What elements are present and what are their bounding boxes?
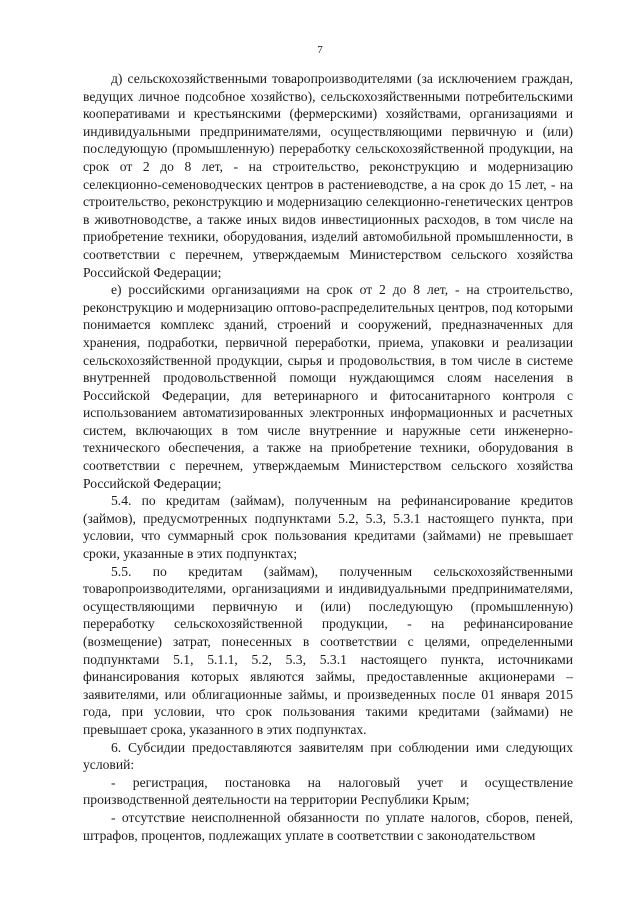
paragraph-d: д) сельскохозяйственными товаропроизводителями (за исключением граждан, ведущих личное подсобное хозяйство), сельскохозяйственными потребительскими кооперативами и крестьянскими (фермерскими) хозяйствами, организациями и индивидуальными предпринимателями, осуществляющими первичную и (или) последующую (промышленную) переработку сельскохозяйственной продукции, на срок от 2 до 8 лет, - на строительство, реконструкцию и модернизацию селекционно-семеноводческих центров в растениеводстве, а на срок до 15 лет, - на строительство, реконструкцию и модернизацию селекционно-генетических центров в животноводстве, а также иных видов инвестиционных расходов, в том числе на приобретение техники, оборудования, изделий автомобильной промышленности, в соответствии с перечнем, утверждаемым Министерством сельского хозяйства Российской Федерации; [83, 71, 573, 280]
list-item-registration: - регистрация, постановка на налоговый учет и осуществление производственной деятельности на территории Республики Крым; [83, 774, 573, 808]
paragraph-6: 6. Субсидии предоставляются заявителям при соблюдении ими следующих условий: [83, 739, 573, 773]
paragraph-e: е) российскими организациями на срок от 2 до 8 лет, - на строительство, реконструкцию и модернизацию оптово-распределительных центров, под которыми понимается комплекс зданий, строений и сооружений, предназначенных для хранения, подработки, первичной переработки, приема, упаковки и реализации сельскохозяйственной продукции, сырья и продовольствия, в том числе в системе внутренней продовольственной помощи нуждающимся слоям населения в Российской Федерации, для ветеринарного и фитосанитарного контроля с использованием автоматизированных электронных информационных и расчетных систем, включающих в том числе внутренние и наружные сети инженерно-технического обеспечения, а также на приобретение техники, оборудования в соответствии с перечнем, утверждаемым Министерством сельского хозяйства Российской Федерации; [83, 282, 573, 491]
document-body [83, 70, 573, 844]
paragraph-5-4: 5.4. по кредитам (займам), полученным на рефинансирование кредитов (займов), предусмотренных подпунктами 5.2, 5.3, 5.3.1 настоящего пункта, при условии, что суммарный срок пользования кредитами (займами) не превышает сроки, указанные в этих подпунктах; [83, 493, 573, 562]
page-number: 7 [317, 44, 323, 56]
paragraph-5-5: 5.5. по кредитам (займам), полученным сельскохозяйственными товаропроизводителями, организациями и индивидуальными предпринимателями, осуществляющими первичную и (или) последующую (промышленную) переработку сельскохозяйственной продукции, - на рефинансирование (возмещение) затрат, понесенных в соответствии с целями, определенными подпунктами 5.1, 5.1.1, 5.2, 5.3, 5.3.1 настоящего пункта, источниками финансирования которых являются займы, предоставленные акционерами – заявителями, или облигационные займы, и произведенных после 01 января 2015 года, при условии, что срок пользования такими кредитами (займами) не превышает срока, указанного в этих подпунктах. [83, 563, 573, 737]
list-item-no-tax-debt: - отсутствие неисполненной обязанности по уплате налогов, сборов, пеней, штрафов, процентов, подлежащих уплате в соответствии с законодательством [83, 809, 573, 843]
